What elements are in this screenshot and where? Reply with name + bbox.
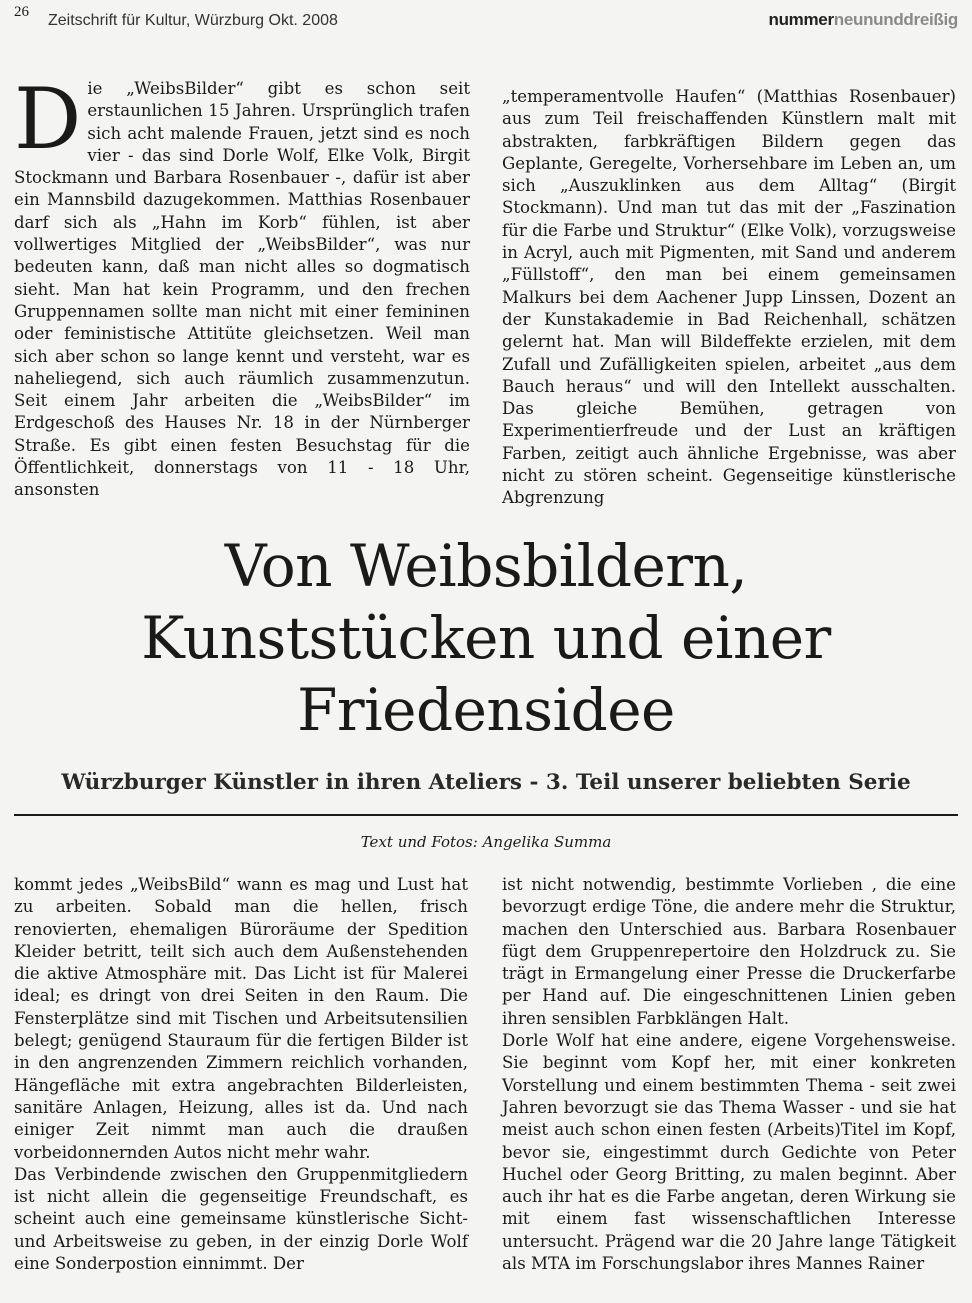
column-1-text: ie „WeibsBilder“ gibt es schon seit erstaunlichen 15 Jahren. Ursprünglich trafen sich acht malende Frauen, jetzt sind es noch vier - das sind Dorle Wolf, Elke Volk, Birgit Stockmann und Barbara Rosenbauer -, dafür ist aber ein Mannsbild dazugekommen. Matthias Rosenbauer darf sich als „Hahn im Korb“ fühlen, ist aber vollwertiges Mitglied der „WeibsBilder“, was nur bedeuten kann, daß man nicht alles so dogmatisch sieht. Man hat kein Programm, und den frechen Gruppennamen sollte man nicht mit einer femininen oder feministische Attitüte gleichsetzen. Weil man sich aber schon so lange kennt und versteht, war es naheliegend, sich auch räumlich zusammenzutun. Seit einem Jahr arbeiten die „WeibsBilder“ im Erdgeschoß des Hauses Nr. 18 in der Nürnberger Straße. Es gibt einen festen Besuchstag für die Öffentlichkeit, donnerstags von 11 - 18 Uhr, ansonsten — [14, 79, 470, 500]
column-3-paragraph-1: kommt jedes „WeibsBild“ wann es mag und Lust hat zu arbeiten. Sobald man die hellen, frisch renovierten, ehemaligen Büroräume der Spedition Kleider betritt, teilt sich auch dem Außenstehenden die aktive Atmosphäre mit. Das Licht ist für Malerei ideal; es dringt von drei Seiten in den Raum. Die Fensterplätze sind mit Tischen und Arbeitsutensilien belegt; genügend Stauraum für die fertigen Bilder ist in den angrenzenden Zimmern reichlich vorhanden, Hängefläche mit extra angebrachten Bilderleisten, sanitäre Anlagen, Heizung, alles ist da. Und nach einiger Zeit nimmt man auch die draußen vorbeidonnernden Autos nicht mehr wahr. — [14, 875, 468, 1162]
article-headline — [0, 530, 972, 746]
issue-label — [768, 10, 958, 30]
column-4-paragraph-1: ist nicht notwendig, bestimmte Vorlieben , die eine bevorzugt erdige Töne, die andere mehr die Struktur, machen den Unterschied aus. Barbara Rosenbauer fügt dem Gruppenrepertoire den Holzdruck zu. Sie trägt in Ermangelung einer Presse die Druckerfarbe per Hand auf. Die eingeschnittenen Linien geben ihren sensiblen Farbklängen Halt. — [502, 875, 956, 1028]
headline-line-1: Von Weibsbildern, — [224, 532, 748, 600]
publication-title: Zeitschrift für Kultur, Würzburg Okt. 2008 — [48, 12, 338, 29]
article-column-3 — [14, 874, 468, 1275]
article-subheadline: Würzburger Künstler in ihren Ateliers - 3. Teil unserer beliebten Serie — [61, 770, 911, 795]
divider-rule — [14, 814, 958, 816]
column-1-paragraph — [14, 70, 470, 502]
page-number: 26 — [14, 4, 29, 20]
column-4-paragraph-2: Dorle Wolf hat eine andere, eigene Vorgehensweise. Sie beginnt vom Kopf her, mit einer konkreten Vorstellung und einem bestimmten Thema - seit zwei Jahren bevorzugt sie das Thema Wasser - und sie hat meist auch schon einen festen (Arbeits)Titel im Kopf, bevor sie, eingestimmt durch Gedichte von Peter Huchel oder Georg Britting, zu malen beginnt. Aber auch ihr hat es die Farbe angetan, deren Wirkung sie mit einem fast wissenschaftlichen Interesse untersucht. Prägend war die 20 Jahre lange Tätigkeit als MTA im Forschungslabor ihres Mannes Rainer — [502, 1031, 956, 1274]
column-3-paragraph-2: Das Verbindende zwischen den Gruppenmitgliedern ist nicht allein die gegenseitige Freundschaft, es scheint auch eine gemeinsame künstlerische Sicht- und Arbeitsweise zu geben, in der einzig Dorle Wolf eine Sonderpostion einnimmt. Der — [14, 1164, 468, 1274]
article-column-1 — [14, 70, 470, 502]
headline-line-3: Friedensidee — [297, 676, 675, 744]
article-column-2 — [502, 86, 956, 510]
column-2-paragraph: „temperamentvolle Haufen“ (Matthias Rosenbauer) aus zum Teil freischaffenden Künstlern malt mit abstrakten, farbkräftigen Bildern gegen das Geplante, Geregelte, Vorhersehbare im Leben an, um sich „Auszuklinken aus dem Alltag“ (Birgit Stockmann). Und man tut das mit der „Faszination für die Farbe und Struktur“ (Elke Volk), vorzugsweise in Acryl, auch mit Pigmenten, mit Sand und anderem „Füllstoff“, den man bei einem gemeinsamen Malkurs bei dem Aachener Jupp Linssen, Dozent an der Kunstakademie in Bad Reichenhall, schätzen gelernt hat. Man will Bildeffekte erzielen, mit dem Zufall und Zufälligkeiten spielen, arbeitet „aus dem Bauch heraus“ und will den Intellekt ausschalten. Das gleiche Bemühen, getragen von Experimentierfreude und der Lust an kräftigen Farben, zeitigt auch ähnliche Ergebnisse, was aber nicht zu stören scheint. Gegenseitige künstlerische Abgrenzung — [502, 87, 956, 508]
issue-label-part1: nummer — [768, 10, 834, 29]
article-byline: Text und Fotos: Angelika Summa — [360, 833, 612, 851]
article-column-4 — [502, 874, 956, 1275]
issue-label-part2: neununddreißig — [833, 10, 958, 29]
drop-cap: D — [14, 70, 82, 168]
headline-line-2: Kunststücken und einer — [141, 604, 831, 672]
